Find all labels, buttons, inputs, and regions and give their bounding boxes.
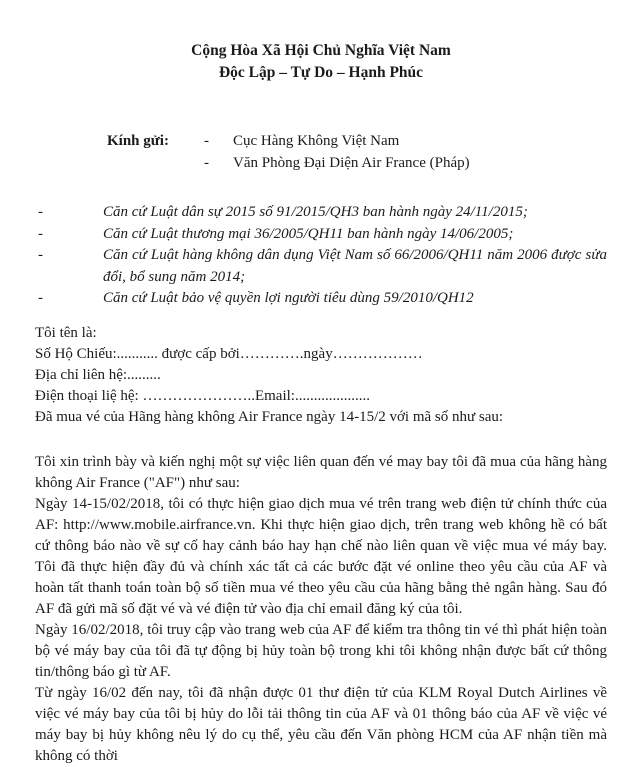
body-paragraph: Ngày 16/02/2018, tôi truy cập vào trang web của AF để kiểm tra thông tin vé thì phát hiện toàn bộ vé máy bay của tôi đã tự động bị hủy toàn bộ trong khi tôi không nhận được bất cứ thông tin/thông báo gì từ AF. bbox=[35, 621, 607, 680]
info-line-ticket-purchase: Đã mua vé của Hãng hàng không Air France ngày 14-15/2 với mã số như sau: bbox=[35, 408, 504, 425]
body-paragraph: Tôi xin trình bày và kiến nghị một sự việc liên quan đến vé may bay tôi đã mua của hãng hàng không Air France ("AF") như sau: bbox=[35, 453, 607, 491]
recipient-row bbox=[35, 152, 607, 174]
legal-basis-text: Căn cứ Luật bảo vệ quyền lợi người tiêu dùng 59/2010/QH12 bbox=[103, 290, 474, 306]
dash-bullet: - bbox=[38, 225, 43, 242]
legal-basis-text: Căn cứ Luật dân sự 2015 số 91/2015/QH3 ban hành ngày 24/11/2015; bbox=[103, 204, 528, 220]
recipient-item: Văn Phòng Đại Diện Air France (Pháp) bbox=[233, 155, 470, 171]
info-line-passport: Số Hộ Chiếu:........... được cấp bởi………….ngày……………… bbox=[35, 345, 423, 362]
recipient-item: Cục Hàng Không Việt Nam bbox=[233, 133, 400, 149]
legal-bases-block bbox=[35, 202, 607, 310]
letter-body bbox=[35, 452, 607, 767]
info-line-name: Tôi tên là: bbox=[35, 324, 97, 341]
dash-bullet: - bbox=[204, 155, 209, 171]
national-motto: Độc Lập – Tự Do – Hạnh Phúc bbox=[218, 64, 424, 81]
dash-bullet: - bbox=[38, 247, 43, 263]
info-line-phone-email: Điện thoại liệ hệ: …………………..Email:.................... bbox=[35, 387, 370, 404]
legal-basis-item bbox=[35, 224, 607, 246]
dash-bullet: - bbox=[204, 133, 209, 149]
body-paragraph: Từ ngày 16/02 đến nay, tôi đã nhận được 01 thư điện tử của KLM Royal Dutch Airlines về việc vé máy bay của tôi bị hủy do lỗi tải thông tin của AF và 01 thông báo của AF về việc vé máy bay bị hủy không nêu lý do cụ thể, yêu cầu đến Văn phòng HCM của AF nhận tiền mà không có thời bbox=[35, 684, 607, 764]
recipient-row bbox=[35, 130, 607, 152]
legal-basis-text: Căn cứ Luật thương mại 36/2005/QH11 ban hành ngày 14/06/2005; bbox=[103, 225, 514, 242]
info-line-address: Địa chỉ liên hệ:......... bbox=[35, 366, 161, 383]
legal-basis-item bbox=[35, 288, 607, 310]
legal-basis-item bbox=[35, 202, 607, 224]
body-paragraph: Ngày 14-15/02/2018, tôi có thực hiện giao dịch mua vé trên trang web điện tử chính thức của AF: http://www.mobile.airfrance.vn. Khi thực hiện giao dịch, trên trang web không hề có bất cứ thông báo nào về sự cố hay cảnh báo hay hạn chế nào liên quan về việc mua vé máy bay. Tôi đã thực hiện đầy đủ và chính xác tất cả các bước đặt vé online theo yêu cầu của AF và hoàn tất thanh toán toàn bộ số tiền mua vé theo yêu cầu của hãng bằng thẻ ngân hàng. Sau đó AF đã gửi mã số đặt vé và vé điện tử vào địa chỉ email đăng ký của tôi. bbox=[35, 495, 607, 617]
document-header bbox=[35, 40, 607, 84]
dash-bullet: - bbox=[38, 290, 43, 306]
national-title: Cộng Hòa Xã Hội Chủ Nghĩa Việt Nam bbox=[191, 42, 451, 59]
legal-basis-text: Căn cứ Luật hàng không dân dụng Việt Nam số 66/2006/QH11 năm 2006 được sửa đổi, bổ sung năm 2014; bbox=[103, 247, 607, 285]
legal-basis-item bbox=[35, 245, 607, 288]
recipients-label-spacer bbox=[35, 152, 204, 174]
recipients-block bbox=[35, 130, 607, 174]
personal-info-block bbox=[35, 323, 607, 428]
recipients-label: Kính gửi: bbox=[107, 133, 169, 149]
dash-bullet: - bbox=[38, 204, 43, 220]
